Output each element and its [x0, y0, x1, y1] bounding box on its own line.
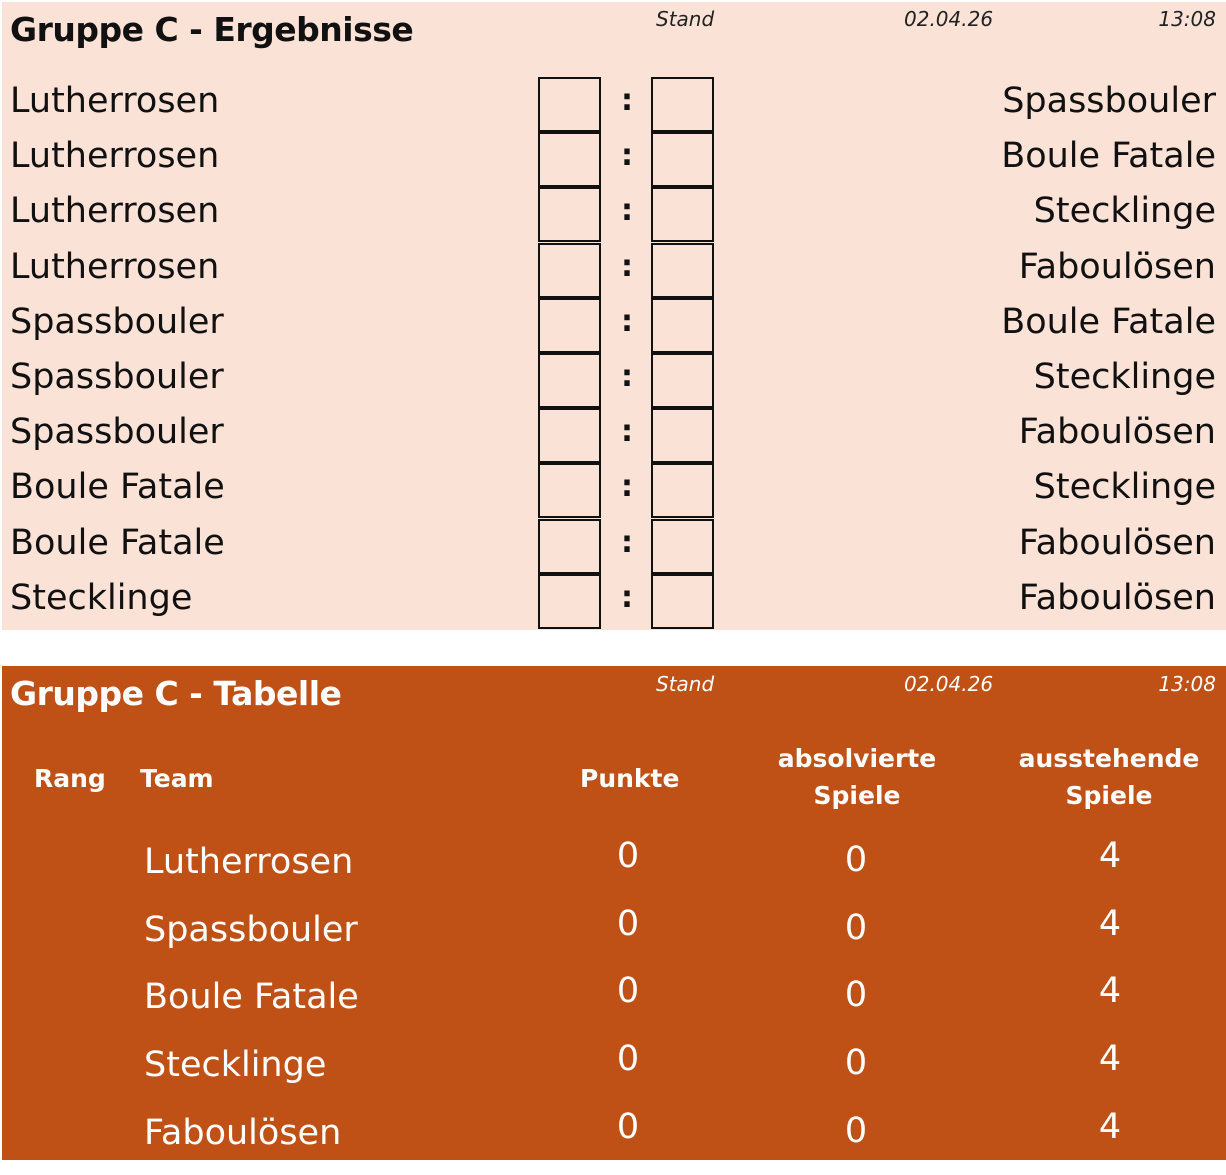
- standings-row: [2, 1039, 1226, 1107]
- header-ausstehende-line2: Spiele: [1065, 781, 1153, 810]
- punkte-cell: 0: [616, 836, 640, 876]
- team-cell: Lutherrosen: [144, 842, 354, 882]
- header-ausstehende-line1: ausstehende: [1018, 744, 1200, 773]
- score-separator: :: [621, 359, 633, 394]
- home-score-input[interactable]: [538, 463, 601, 518]
- away-team: Faboulösen: [1018, 246, 1216, 287]
- ausstehende-cell: 4: [1098, 1106, 1122, 1147]
- absolvierte-cell: 0: [844, 975, 868, 1016]
- match-row: [2, 463, 1226, 518]
- header-absolvierte-line2: Spiele: [813, 781, 901, 810]
- home-score-input[interactable]: [538, 298, 601, 353]
- header-team: Team: [140, 764, 214, 793]
- home-score-input[interactable]: [538, 77, 601, 132]
- team-cell: Boule Fatale: [144, 977, 359, 1018]
- home-team: Boule Fatale: [10, 522, 225, 563]
- away-team: Spassbouler: [1002, 81, 1216, 121]
- team-cell: Stecklinge: [144, 1045, 327, 1086]
- match-row: [2, 298, 1226, 353]
- match-row: [2, 353, 1226, 408]
- standings-stand-label: Stand: [656, 672, 715, 696]
- home-score-input[interactable]: [538, 408, 601, 463]
- score-separator: :: [621, 579, 633, 615]
- away-team: Faboulösen: [1018, 577, 1216, 618]
- home-score-input[interactable]: [538, 132, 601, 187]
- standings-title: Gruppe C - Tabelle: [10, 674, 342, 713]
- away-team: Boule Fatale: [1001, 136, 1216, 177]
- absolvierte-cell: 0: [844, 1110, 868, 1151]
- results-title: Gruppe C - Ergebnisse: [10, 10, 414, 49]
- away-score-input[interactable]: [651, 187, 714, 242]
- match-row: [2, 519, 1226, 574]
- absolvierte-cell: 0: [844, 907, 868, 948]
- away-team: Faboulösen: [1018, 412, 1216, 453]
- away-score-input[interactable]: [651, 463, 714, 518]
- ausstehende-cell: 4: [1098, 1039, 1122, 1080]
- score-separator: :: [621, 524, 633, 560]
- ausstehende-cell: 4: [1098, 836, 1122, 876]
- home-score-input[interactable]: [538, 187, 601, 242]
- punkte-cell: 0: [616, 971, 640, 1012]
- results-time: 13:08: [1158, 7, 1216, 31]
- match-row: [2, 77, 1226, 132]
- home-score-input[interactable]: [538, 353, 601, 408]
- results-panel: [2, 2, 1226, 630]
- absolvierte-cell: 0: [844, 1043, 868, 1084]
- match-row: [2, 408, 1226, 463]
- away-score-input[interactable]: [651, 243, 714, 298]
- header-absolvierte-line1: absolvierte: [777, 744, 937, 773]
- punkte-cell: 0: [616, 903, 640, 944]
- away-score-input[interactable]: [651, 132, 714, 187]
- punkte-cell: 0: [616, 1039, 640, 1080]
- standings-row: [2, 971, 1226, 1039]
- home-team: Lutherrosen: [10, 191, 220, 232]
- absolvierte-cell: 0: [844, 840, 868, 880]
- score-separator: :: [621, 303, 633, 339]
- home-team: Spassbouler: [10, 357, 224, 397]
- away-team: Stecklinge: [1033, 191, 1216, 232]
- home-team: Stecklinge: [10, 577, 193, 618]
- results-stand-label: Stand: [656, 7, 715, 31]
- ausstehende-cell: 4: [1098, 903, 1122, 944]
- home-team: Lutherrosen: [10, 81, 220, 121]
- team-cell: Faboulösen: [144, 1112, 342, 1153]
- ausstehende-cell: 4: [1098, 971, 1122, 1012]
- standings-row: [2, 1107, 1226, 1175]
- score-separator: :: [621, 193, 633, 229]
- match-row: [2, 574, 1226, 629]
- home-team: Boule Fatale: [10, 467, 225, 508]
- score-separator: :: [621, 83, 633, 118]
- header-punkte: Punkte: [580, 764, 680, 793]
- header-ausstehende: [1014, 744, 1204, 810]
- away-team: Boule Fatale: [1001, 301, 1216, 342]
- home-score-input[interactable]: [538, 519, 601, 574]
- score-separator: :: [621, 248, 633, 284]
- score-separator: :: [621, 469, 633, 505]
- home-score-input[interactable]: [538, 574, 601, 629]
- away-team: Faboulösen: [1018, 522, 1216, 563]
- away-score-input[interactable]: [651, 519, 714, 574]
- match-row: [2, 132, 1226, 187]
- standings-date: 02.04.26: [904, 672, 994, 696]
- header-rang: Rang: [34, 764, 106, 793]
- team-cell: Spassbouler: [144, 909, 358, 950]
- standings-row: [2, 904, 1226, 972]
- home-team: Lutherrosen: [10, 136, 220, 177]
- away-score-input[interactable]: [651, 353, 714, 408]
- away-score-input[interactable]: [651, 298, 714, 353]
- standings-panel: [2, 666, 1226, 1160]
- score-separator: :: [621, 138, 633, 174]
- standings-row: [2, 836, 1226, 904]
- away-score-input[interactable]: [651, 574, 714, 629]
- away-team: Stecklinge: [1033, 357, 1216, 397]
- home-team: Spassbouler: [10, 301, 224, 342]
- score-separator: :: [621, 414, 633, 450]
- header-absolvierte: [762, 744, 952, 810]
- results-date: 02.04.26: [904, 7, 994, 31]
- match-row: [2, 187, 1226, 242]
- standings-time: 13:08: [1158, 672, 1216, 696]
- match-row: [2, 243, 1226, 298]
- away-score-input[interactable]: [651, 408, 714, 463]
- away-score-input[interactable]: [651, 77, 714, 132]
- home-team: Spassbouler: [10, 412, 224, 453]
- away-team: Stecklinge: [1033, 467, 1216, 508]
- home-team: Lutherrosen: [10, 246, 220, 287]
- punkte-cell: 0: [616, 1106, 640, 1147]
- home-score-input[interactable]: [538, 243, 601, 298]
